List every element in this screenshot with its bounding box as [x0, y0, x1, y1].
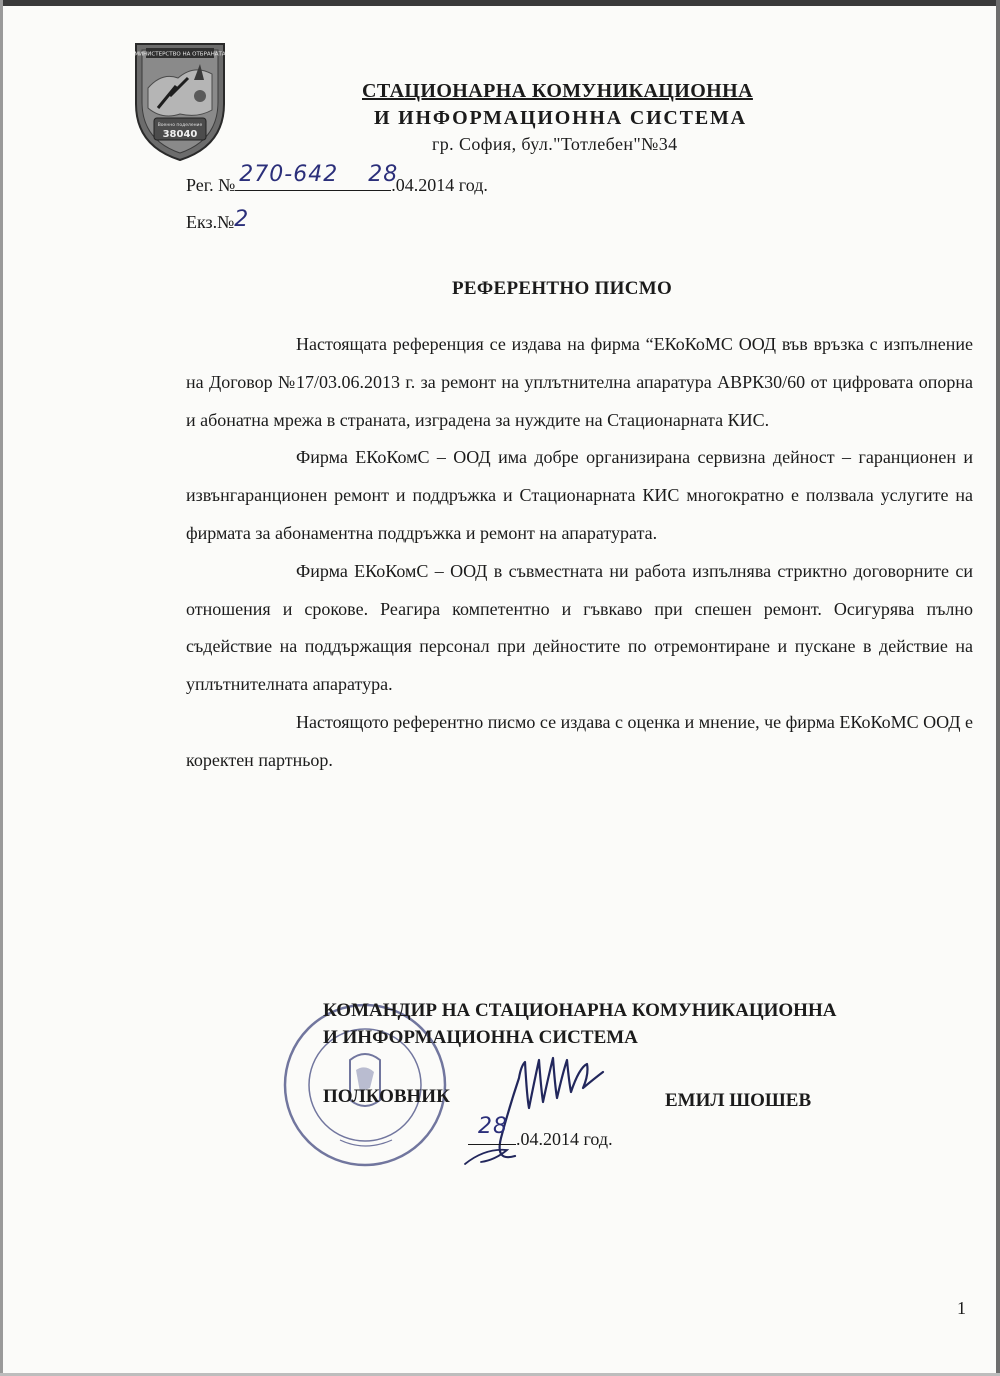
signature-day: 28	[478, 1114, 508, 1139]
paragraph: Фирма ЕКоКомС – ООД има добре организирана сервизна дейност – гаранционен и извънгаранционен ремонт и поддръжка и Стационарната КИС многократно е ползвала услугите на фирмата за абонаментна поддръжка и ремонт на апаратурата.	[186, 447, 973, 543]
signature-day-field	[468, 1114, 516, 1145]
registration-prefix: Рег. №	[186, 175, 236, 195]
paragraph: Настоящото референтно писмо се издава с оценка и мнение, че фирма ЕКоКоМС ООД е коректен партньор.	[186, 711, 973, 770]
unit-emblem	[128, 34, 232, 162]
emblem-top-text: МИНИСТЕРСТВО НА ОТБРАНАТА	[134, 51, 226, 58]
official-stamp	[280, 1000, 450, 1170]
emblem-number: 38040	[162, 129, 198, 140]
registration-day: 28	[368, 162, 399, 187]
signatory-rank: ПОЛКОВНИК	[323, 1086, 450, 1107]
header-line-2: И ИНФОРМАЦИОННА СИСТЕМА	[374, 107, 747, 129]
registration-line	[186, 162, 488, 196]
signature-date-suffix: .04.2014 год.	[516, 1129, 613, 1149]
scan-edge-top	[0, 0, 1000, 6]
letter-body	[186, 326, 973, 780]
copy-prefix: Екз.№	[186, 212, 235, 232]
registration-number-field	[235, 162, 367, 191]
copy-number: 2	[234, 207, 250, 232]
emblem-unit-text: Военно поделение	[157, 123, 203, 128]
document-title: РЕФЕРЕНТНО ПИСМО	[452, 278, 673, 299]
header-address: гр. София, бул."Тотлебен"№34	[432, 134, 678, 154]
signature-date-line	[468, 1114, 613, 1150]
page-number: 1	[957, 1298, 966, 1318]
registration-date-suffix: .04.2014 год.	[391, 175, 488, 195]
signatory-name: ЕМИЛ ШОШЕВ	[665, 1090, 812, 1111]
paragraph: Настоящата референция се издава на фирма “ЕКоКоМС ООД във връзка с изпълнение на Договор №17/03.06.2013 г. за ремонт на уплътнителна апаратура АВРК30/60 от цифровата опорна и абонатна мрежа в страната, изградена за нуждите на Стационарната КИС.	[186, 334, 973, 430]
signature-title-line-2: И ИНФОРМАЦИОННА СИСТЕМА	[323, 1027, 638, 1048]
registration-day-field	[367, 162, 399, 191]
signature-title-line-1: КОМАНДИР НА СТАЦИОНАРНА КОМУНИКАЦИОННА	[323, 1000, 837, 1021]
copy-number-line	[186, 209, 249, 234]
scan-edge-left	[0, 0, 3, 1376]
paragraph: Фирма ЕКоКомС – ООД в съвместната ни работа изпълнява стриктно договорните си отношения и срокове. Реагира компетентно и гъвкаво при спешен ремонт. Осигурява пълно съдействие на поддържащия персонал при дейностите по отремонтиране и пускане в действие на уплътнителната апаратура.	[186, 560, 973, 695]
header-line-1: СТАЦИОНАРНА КОМУНИКАЦИОННА	[362, 80, 753, 102]
scan-edge-right	[996, 0, 1000, 1376]
registration-number: 270-642	[239, 162, 339, 187]
